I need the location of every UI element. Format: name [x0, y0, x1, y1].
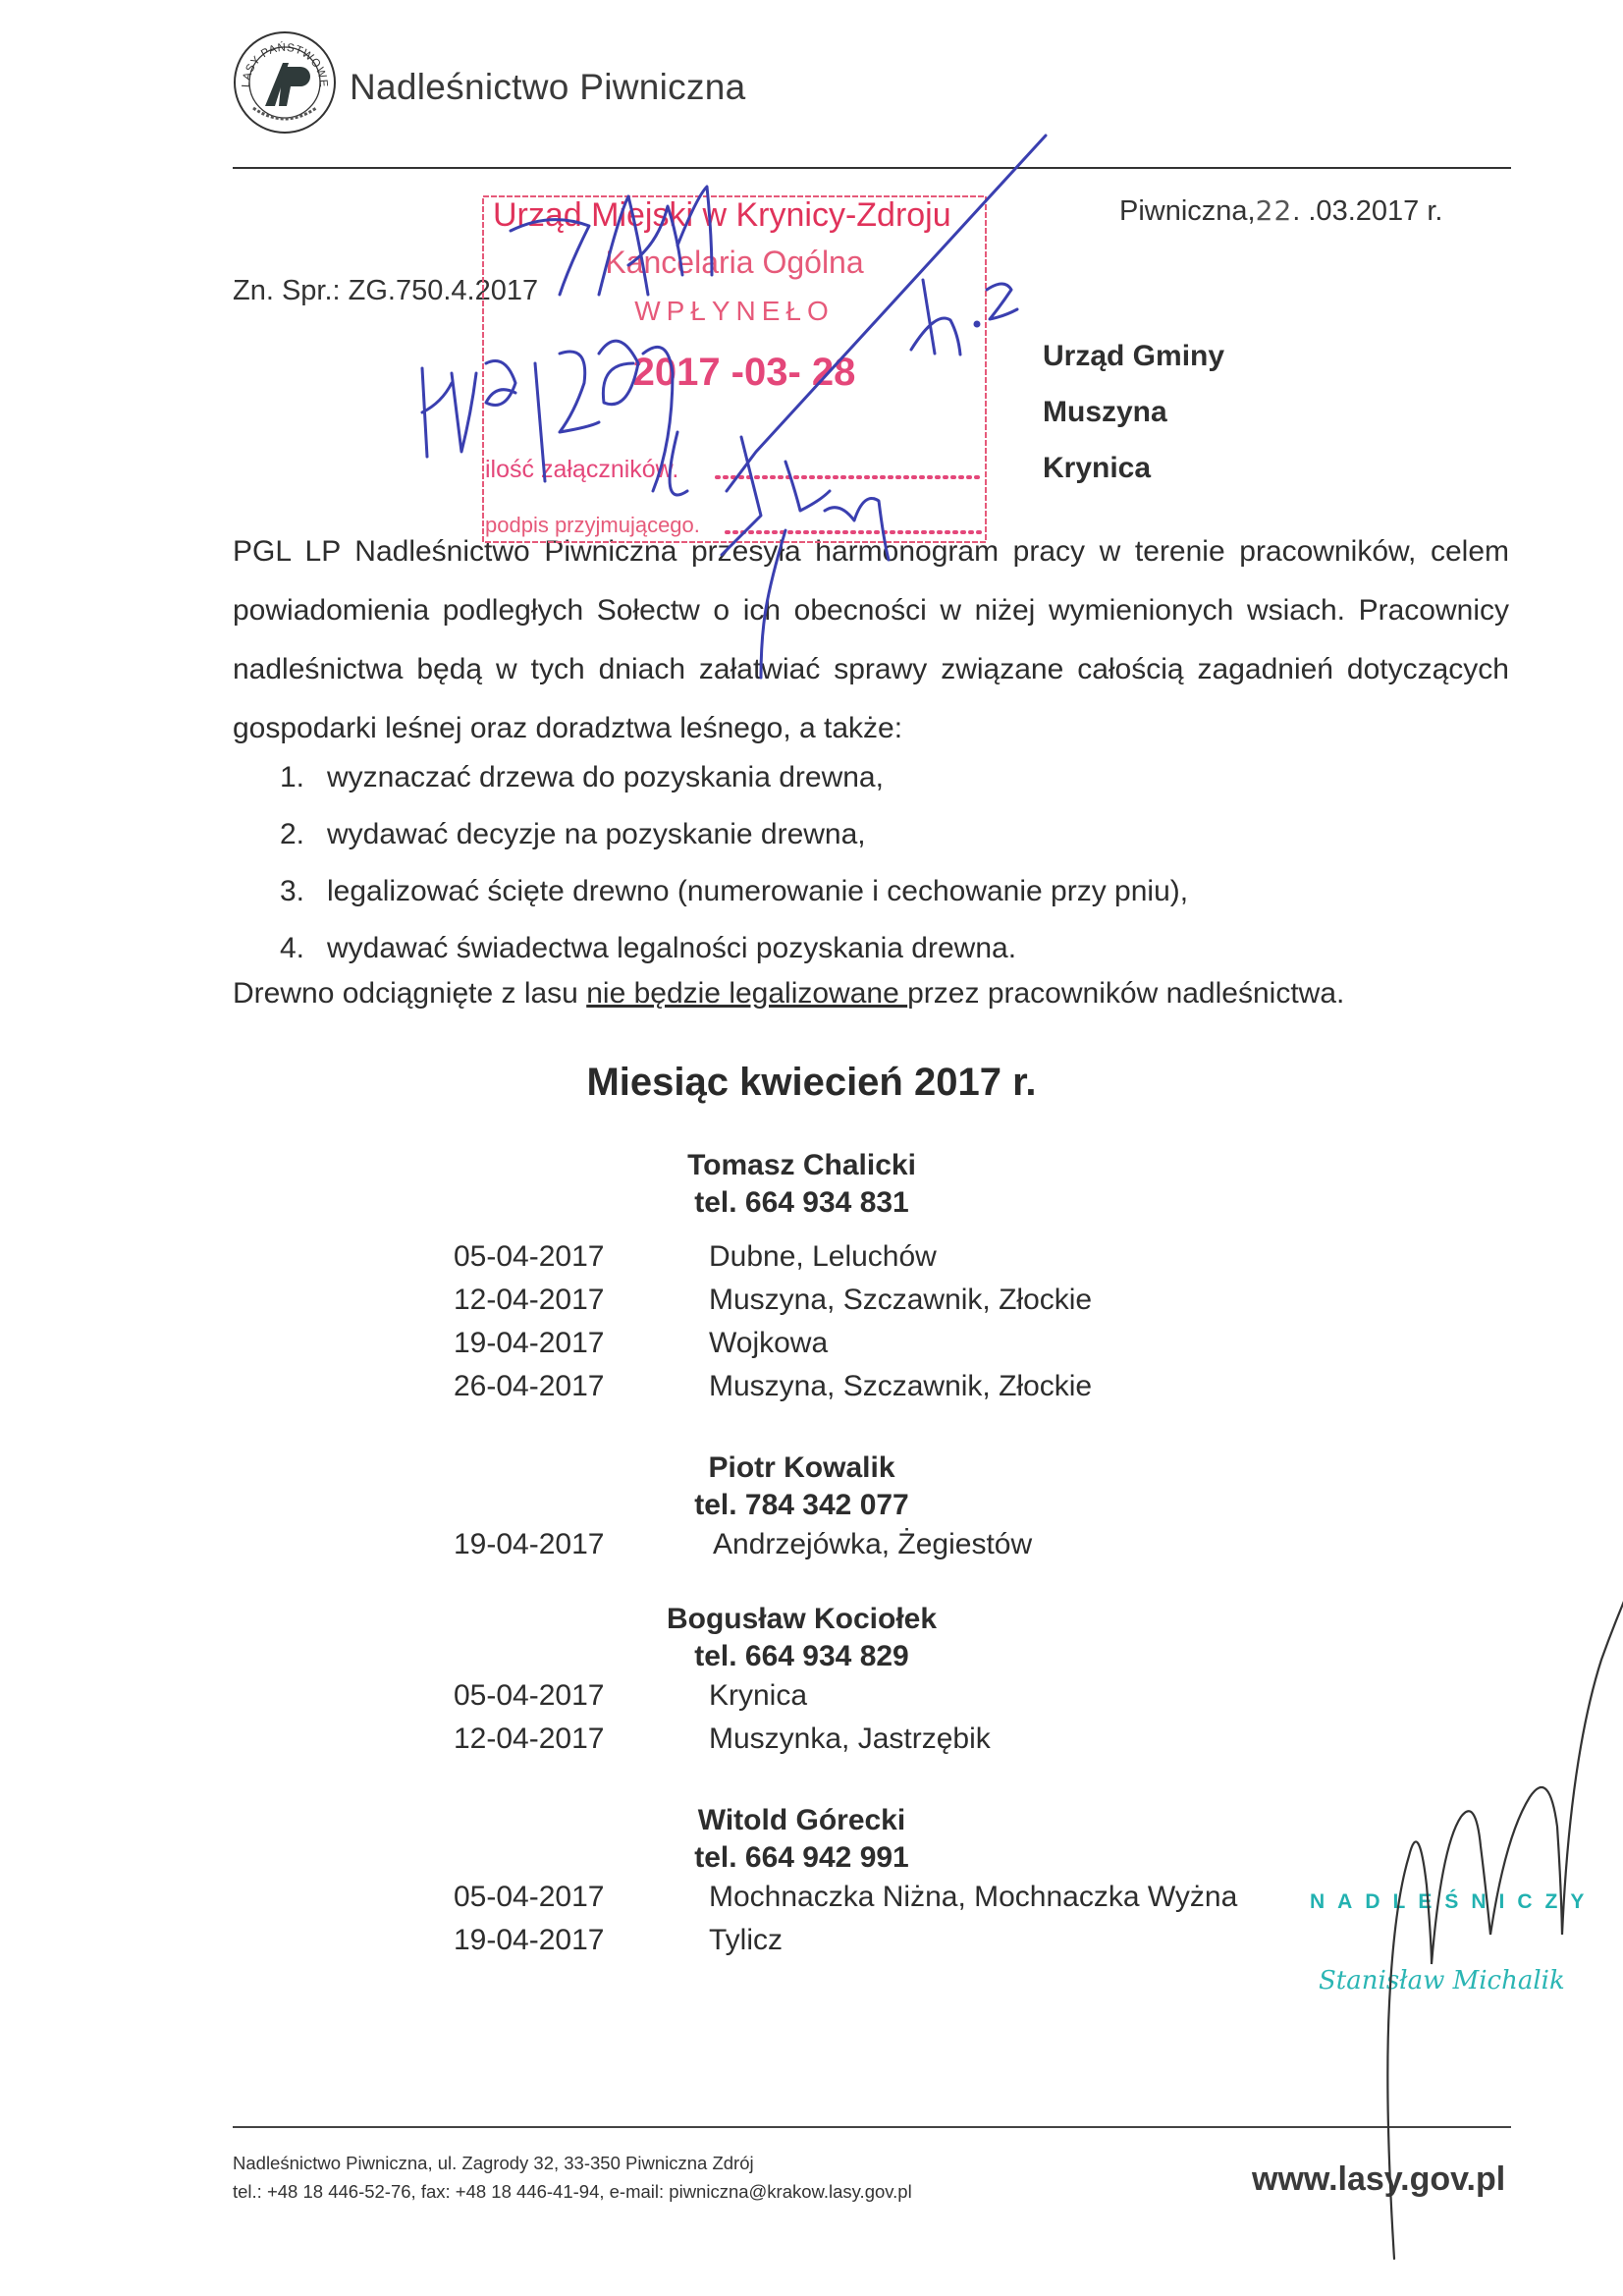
- staff-phone: tel. 664 934 829: [694, 1640, 909, 1672]
- staff-name: Witold Górecki: [697, 1804, 906, 1836]
- stamp-signature-label: podpis przyjmującego.: [485, 513, 700, 537]
- table-row: [454, 1876, 1337, 1919]
- visit-date: 19-04-2017: [454, 1327, 605, 1359]
- closing-sentence: [233, 977, 1344, 1011]
- visit-list: [454, 1523, 1337, 1566]
- list-number: 3.: [280, 875, 305, 907]
- visit-date: 05-04-2017: [454, 1679, 605, 1712]
- visit-places: Tylicz: [709, 1924, 783, 1956]
- visit-list: [454, 1876, 1337, 1962]
- visit-places: Muszyna, Szczawnik, Złockie: [709, 1284, 1093, 1316]
- lasy-panstwowe-logo: [232, 29, 338, 136]
- list-text: wydawać świadectwa legalności pozyskania drewna.: [327, 932, 1017, 964]
- staff-phone: tel. 664 934 831: [694, 1186, 909, 1219]
- footer-divider: [233, 2126, 1511, 2128]
- visit-places: Muszyna, Szczawnik, Złockie: [709, 1370, 1093, 1402]
- footer-address: Nadleśnictwo Piwniczna, ul. Zagrody 32, 33-350 Piwniczna Zdrój: [233, 2153, 754, 2173]
- received-stamp-frame: [481, 192, 992, 546]
- stamp-date: 2017 -03- 28: [632, 351, 856, 394]
- visit-places: Andrzejówka, Żegiestów: [713, 1528, 1033, 1560]
- list-number: 1.: [280, 761, 305, 793]
- stamp-attachments-label: ilość załączników.: [485, 456, 679, 483]
- stamp-office: Urząd Miejski w Krynicy-Zdroju: [493, 196, 951, 234]
- logo-arc-text: LASY PAŃSTWOWE: [240, 41, 330, 88]
- date-day-handwritten: 22: [1255, 194, 1293, 227]
- addressee-line: Krynica: [1043, 452, 1152, 484]
- header-divider: [233, 167, 1511, 169]
- visit-places: Mochnaczka Niżna, Mochnaczka Wyżna: [709, 1881, 1238, 1913]
- closing-text: Drewno odciągnięte z lasu: [233, 977, 587, 1010]
- table-row: [454, 1279, 1337, 1322]
- date-rest: . .03.2017 r.: [1292, 195, 1443, 227]
- list-text: legalizować ścięte drewno (numerowanie i cechowanie przy pniu),: [327, 875, 1189, 907]
- signatory-name: Stanisław Michalik: [1319, 1966, 1565, 1995]
- closing-text: przez pracowników nadleśnictwa.: [907, 977, 1345, 1010]
- table-row: [454, 1523, 1337, 1566]
- schedule-title: Miesiąc kwiecień 2017 r.: [586, 1061, 1037, 1104]
- visit-date: 05-04-2017: [454, 1881, 605, 1913]
- table-row: [454, 1322, 1337, 1365]
- body-paragraph: PGL LP Nadleśnictwo Piwniczna przesyła harmonogram pracy w terenie pracowników, celem powiadomienia podległych Sołectw o ich obecności w niżej wymienionych wsiach. Pracownicy nadleśnictwa będą w tych dniach załatwiać sprawy związane całością zagadnień dotyczących gospodarki leśnej oraz doradztwa leśnego, a także:: [233, 535, 1509, 744]
- list-text: wyznaczać drzewa do pozyskania drewna,: [327, 761, 884, 793]
- list-item: [280, 920, 1188, 977]
- staff-header: [0, 1147, 1613, 1222]
- visit-list: [454, 1235, 1337, 1408]
- table-row: [454, 1718, 1337, 1761]
- staff-name: Bogusław Kociołek: [666, 1603, 938, 1635]
- visit-date: 19-04-2017: [454, 1528, 605, 1560]
- stamp-status: WPŁYNEŁO: [634, 296, 835, 326]
- visit-date: 05-04-2017: [454, 1240, 605, 1273]
- visit-places: Muszynka, Jastrzębik: [709, 1722, 991, 1755]
- addressee-block: [1043, 328, 1224, 496]
- list-item: [280, 806, 1188, 863]
- list-text: wydawać decyzje na pozyskanie drewna,: [327, 818, 866, 850]
- list-number: 4.: [280, 932, 305, 964]
- table-row: [454, 1919, 1337, 1962]
- visit-date: 19-04-2017: [454, 1924, 605, 1956]
- list-item: [280, 863, 1188, 920]
- visit-date: 26-04-2017: [454, 1370, 605, 1402]
- visit-places: Krynica: [709, 1679, 808, 1712]
- addressee-line: Urząd Gminy: [1043, 340, 1225, 372]
- table-row: [454, 1674, 1337, 1718]
- date-place: Piwniczna,: [1119, 195, 1256, 227]
- table-row: [454, 1365, 1337, 1408]
- staff-phone: tel. 784 342 077: [694, 1489, 909, 1521]
- footer-contact: [233, 2149, 912, 2206]
- visit-places: Wojkowa: [709, 1327, 829, 1359]
- received-stamp: [481, 192, 992, 546]
- staff-name: Piotr Kowalik: [708, 1451, 895, 1484]
- duties-list: [280, 749, 1188, 977]
- staff-phone: tel. 664 942 991: [694, 1841, 909, 1874]
- list-number: 2.: [280, 818, 305, 850]
- closing-underlined-text: nie będzie legalizowane: [586, 977, 908, 1010]
- stamp-department: Kancelaria Ogólna: [605, 245, 864, 280]
- visit-date: 12-04-2017: [454, 1722, 605, 1755]
- visit-places: Dubne, Leluchów: [709, 1240, 937, 1273]
- staff-header: [0, 1802, 1613, 1877]
- staff-header: [0, 1601, 1613, 1675]
- signatory-role: NADLEŚNICZY: [1310, 1890, 1597, 1913]
- organization-title: Nadleśnictwo Piwniczna: [350, 67, 746, 107]
- logo-emblem-icon: [232, 29, 338, 136]
- visit-list: [454, 1674, 1337, 1761]
- table-row: [454, 1235, 1337, 1279]
- footer-website-link[interactable]: www.lasy.gov.pl: [1252, 2160, 1506, 2198]
- document-date: [1119, 194, 1442, 228]
- footer-phone-email: tel.: +48 18 446-52-76, fax: +48 18 446-41-94, e-mail: piwniczna@krakow.lasy.gov.pl: [233, 2181, 912, 2202]
- staff-name: Tomasz Chalicki: [687, 1149, 916, 1181]
- visit-date: 12-04-2017: [454, 1284, 605, 1316]
- addressee-line: Muszyna: [1043, 396, 1167, 428]
- staff-header: [0, 1449, 1613, 1524]
- reference-number: Zn. Spr.: ZG.750.4.2017: [233, 275, 539, 306]
- list-item: [280, 749, 1188, 806]
